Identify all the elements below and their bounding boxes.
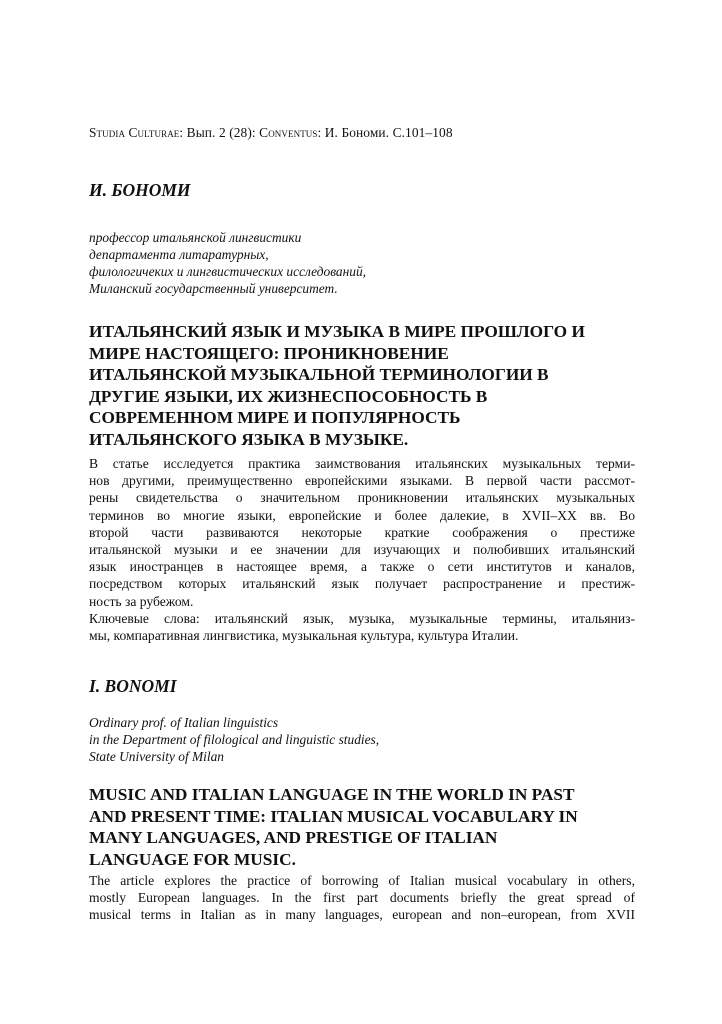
ru-affiliation bbox=[89, 229, 366, 297]
ru-affiliation-line: департамента литаратурных, bbox=[89, 247, 269, 262]
en-title bbox=[89, 784, 635, 870]
ru-keywords-line: мы, компаративная лингвистика, музыкальная культура, культура Италии. bbox=[89, 628, 519, 644]
ru-title-line: ИТАЛЬЯНСКОГО ЯЗЫКА В МУЗЫКЕ. bbox=[89, 429, 409, 449]
ru-abstract-line: нов другими, преимущественно европейскими языками. В первой части рассмот- bbox=[89, 473, 635, 489]
en-abstract bbox=[89, 872, 635, 924]
ru-title-line: ДРУГИЕ ЯЗЫКИ, ИХ ЖИЗНЕСПОСОБНОСТЬ В bbox=[89, 386, 488, 406]
running-header bbox=[89, 125, 453, 141]
ru-affiliation-line: Миланский государственный университет. bbox=[89, 281, 338, 296]
en-title-line: AND PRESENT TIME: ITALIAN MUSICAL VOCABULARY IN bbox=[89, 806, 578, 826]
ru-abstract bbox=[89, 455, 635, 644]
en-title-line: MUSIC AND ITALIAN LANGUAGE IN THE WORLD IN PAST bbox=[89, 785, 575, 804]
en-abstract-line: mostly European languages. In the first part documents briefly the great spread of bbox=[89, 890, 635, 906]
ru-title-line: СОВРЕМЕННОМ МИРЕ И ПОПУЛЯРНОСТЬ bbox=[89, 408, 461, 428]
en-affiliation-line: Ordinary prof. of Italian linguistics bbox=[89, 715, 279, 730]
ru-keywords-line: Ключевые слова: итальянский язык, музыка, музыкальные термины, итальяниз- bbox=[89, 610, 635, 626]
ru-title-line: МИРЕ НАСТОЯЩЕГО: ПРОНИКНОВЕНИЕ bbox=[89, 343, 449, 363]
ru-title-line: ИТАЛЬЯНСКИЙ ЯЗЫК И МУЗЫКА В МИРЕ ПРОШЛОГО И bbox=[89, 322, 585, 341]
journal-name: Studia Culturae bbox=[89, 125, 180, 140]
ru-affiliation-line: профессор итальянской лингвистики bbox=[89, 230, 302, 245]
en-abstract-line: musical terms in Italian as in many languages, european and non–european, from XVII bbox=[89, 907, 635, 923]
ru-affiliation-line: филологичеких и лингвистических исследований, bbox=[89, 264, 367, 279]
en-abstract-line: The article explores the practice of borrowing of Italian musical vocabulary in others, bbox=[89, 873, 635, 888]
ru-abstract-line: посредством которых итальянский язык получает распространение и престиж- bbox=[89, 576, 635, 592]
issue-info: : Вып. 2 (28): bbox=[179, 125, 260, 140]
ru-title-line: ИТАЛЬЯНСКОЙ МУЗЫКАЛЬНОЙ ТЕРМИНОЛОГИИ В bbox=[89, 365, 549, 385]
ru-abstract-line: терминов во многие языки, европейские и более далекие, в XVII–XX вв. Во bbox=[89, 507, 635, 523]
en-author: I. BONOMI bbox=[89, 676, 177, 696]
ru-abstract-line: второй части развиваются некоторые краткие соображения о престиже bbox=[89, 524, 635, 540]
en-title-line: LANGUAGE FOR MUSIC. bbox=[89, 849, 296, 869]
ru-title bbox=[89, 321, 635, 451]
ru-abstract-line: рены свидетельства о значительном проникновении итальянских музыкальных bbox=[89, 490, 635, 506]
section-name: Conventus bbox=[259, 125, 318, 140]
en-affiliation-line: State University of Milan bbox=[89, 749, 224, 764]
ru-abstract-line: язык иностранцев в настоящее время, а также о сети институтов и каналов, bbox=[89, 559, 635, 575]
ru-author: И. БОНОМИ bbox=[89, 180, 191, 200]
ru-abstract-line: В статье исследуется практика заимствования итальянских музыкальных терми- bbox=[89, 456, 635, 471]
author-pages: : И. Бономи. С.101–108 bbox=[317, 125, 453, 140]
en-affiliation-line: in the Department of filological and linguistic studies, bbox=[89, 732, 380, 747]
ru-abstract-line: ность за рубежом. bbox=[89, 593, 194, 609]
en-title-line: MANY LANGUAGES, AND PRESTIGE OF ITALIAN bbox=[89, 828, 498, 848]
en-affiliation bbox=[89, 714, 379, 765]
ru-abstract-line: итальянской музыки и ее значении для изучающих и полюбивших итальянский bbox=[89, 542, 635, 558]
